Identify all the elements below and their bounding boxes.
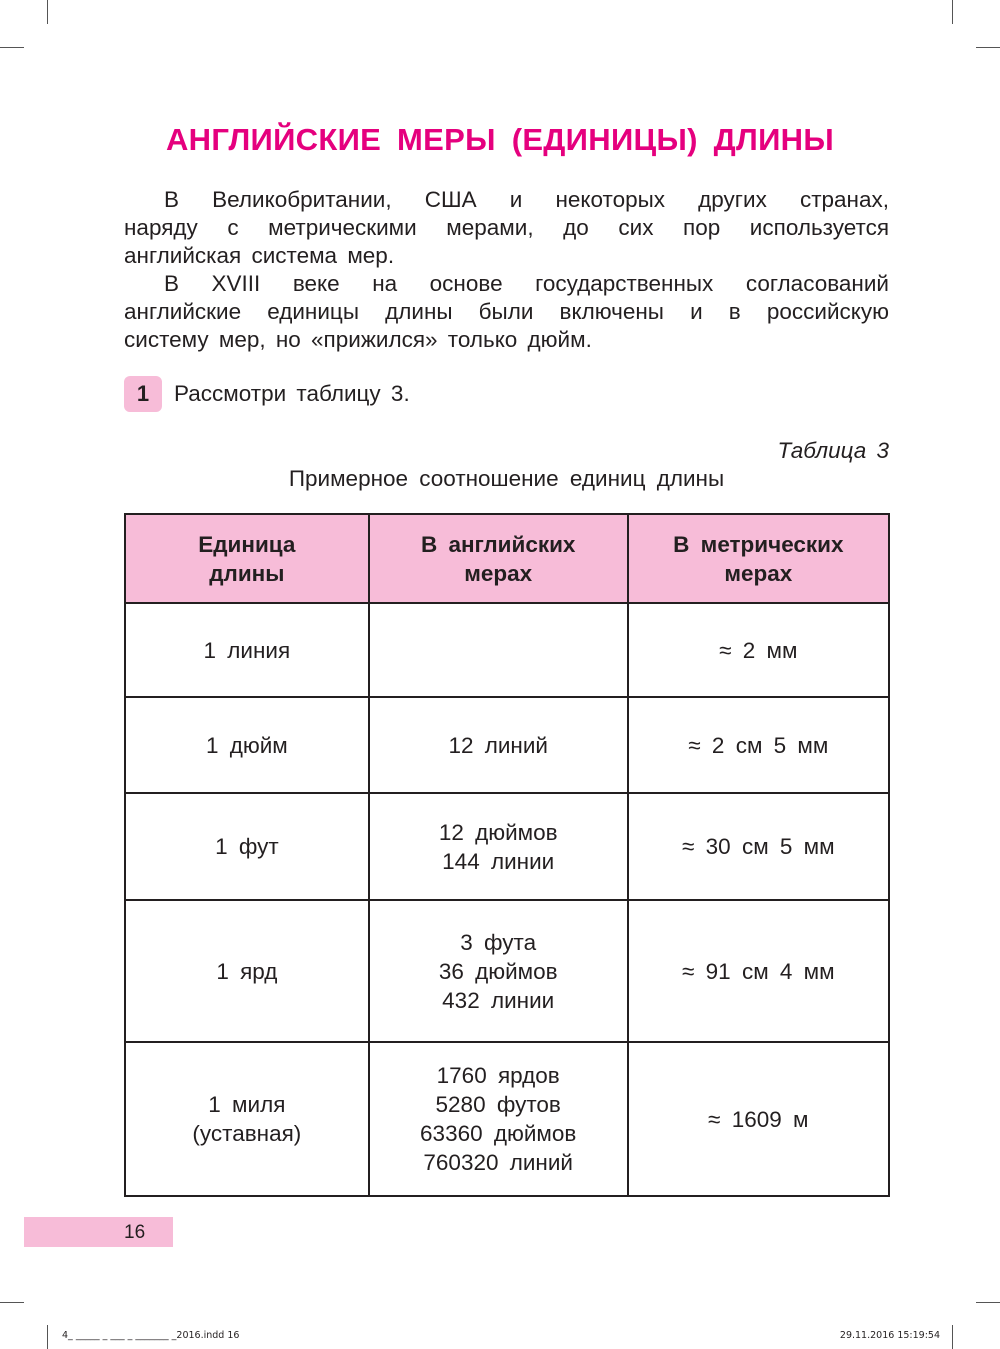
- text-line: наряду с метрическими мерами, до сих пор используется: [124, 215, 889, 240]
- cell-line: 144 линии: [442, 848, 555, 874]
- task-text: Рассмотри таблицу 3.: [174, 381, 410, 406]
- length-units-table: [124, 513, 890, 1197]
- header-english: [369, 514, 628, 603]
- table-label: Таблица 3: [777, 438, 889, 463]
- table-row: [125, 603, 889, 697]
- header-line: длины: [209, 560, 285, 586]
- crop-mark: [952, 1325, 953, 1349]
- crop-mark: [976, 47, 1000, 48]
- english-cell: [369, 793, 628, 900]
- table-caption: Примерное соотношение единиц длины: [288, 466, 725, 491]
- cell-line: (уставная): [192, 1121, 302, 1146]
- unit-cell: [125, 793, 369, 900]
- cell-line: 1760 ярдов: [436, 1063, 560, 1088]
- cell-line: 12 линий: [448, 732, 548, 758]
- cell-line: 1 фут: [215, 834, 279, 859]
- cell-line: 63360 дюймов: [420, 1121, 577, 1146]
- crop-mark: [0, 1302, 24, 1303]
- crop-mark: [0, 47, 24, 48]
- page-title: АНГЛИЙСКИЕ МЕРЫ (ЕДИНИЦЫ) ДЛИНЫ: [165, 122, 835, 157]
- table-header-row: [125, 514, 889, 603]
- header-metric: [628, 514, 889, 603]
- metric-cell: ≈ 2 мм: [628, 603, 889, 697]
- header-line: В английских: [420, 531, 576, 557]
- unit-cell: [125, 697, 369, 793]
- text-line: английские единицы длины были включены и в российскую: [124, 299, 889, 324]
- english-cell: [369, 900, 628, 1042]
- text-line: английская система мер.: [124, 243, 395, 268]
- text-line: систему мер, но «прижился» только дюйм.: [124, 327, 592, 352]
- cell-line: 1 миля: [208, 1092, 286, 1117]
- table-row: [125, 1042, 889, 1196]
- unit-cell: [125, 900, 369, 1042]
- table-row: [125, 900, 889, 1042]
- cell-line: 1 дюйм: [205, 732, 288, 758]
- crop-mark: [976, 1302, 1000, 1303]
- table-row: [125, 793, 889, 900]
- metric-cell: ≈ 91 см 4 мм: [628, 900, 889, 1042]
- print-slug-date: 29.11.2016 15:19:54: [839, 1330, 940, 1341]
- unit-cell: [125, 1042, 369, 1196]
- text-line: В Великобритании, США и некоторых других странах,: [164, 187, 889, 212]
- header-line: мерах: [724, 560, 793, 586]
- header-line: мерах: [464, 560, 533, 586]
- metric-cell: ≈ 1609 м: [628, 1042, 889, 1196]
- metric-cell: ≈ 30 см 5 мм: [628, 793, 889, 900]
- page-number: 16: [124, 1222, 146, 1243]
- cell-line: 36 дюймов: [438, 958, 558, 984]
- cell-line: 1 ярд: [216, 958, 278, 984]
- crop-mark: [47, 1325, 48, 1349]
- header-unit: [125, 514, 369, 603]
- cell-line: 1 линия: [203, 637, 291, 663]
- crop-mark: [47, 0, 48, 24]
- cell-line: 760320 линий: [423, 1150, 573, 1175]
- english-cell: [369, 603, 628, 697]
- cell-line: 5280 футов: [435, 1092, 561, 1117]
- table-row: [125, 697, 889, 793]
- print-slug-file: 4_ _____ _ ___ _ _______ _2016.indd 16: [62, 1330, 240, 1341]
- unit-cell: [125, 603, 369, 697]
- page-number-band: [24, 1217, 173, 1247]
- cell-line: 432 линии: [442, 987, 555, 1013]
- task-number-badge: 1: [124, 376, 162, 412]
- cell-line: 3 фута: [460, 929, 537, 955]
- metric-cell: ≈ 2 см 5 мм: [628, 697, 889, 793]
- history-paragraph: [124, 270, 889, 354]
- english-cell: [369, 697, 628, 793]
- intro-paragraph: [124, 186, 889, 270]
- english-cell: [369, 1042, 628, 1196]
- cell-line: 12 дюймов: [438, 819, 558, 845]
- text-line: В XVIII веке на основе государственных согласований: [164, 271, 889, 296]
- header-line: Единица: [198, 531, 296, 557]
- header-line: В метрических: [673, 531, 844, 557]
- crop-mark: [952, 0, 953, 24]
